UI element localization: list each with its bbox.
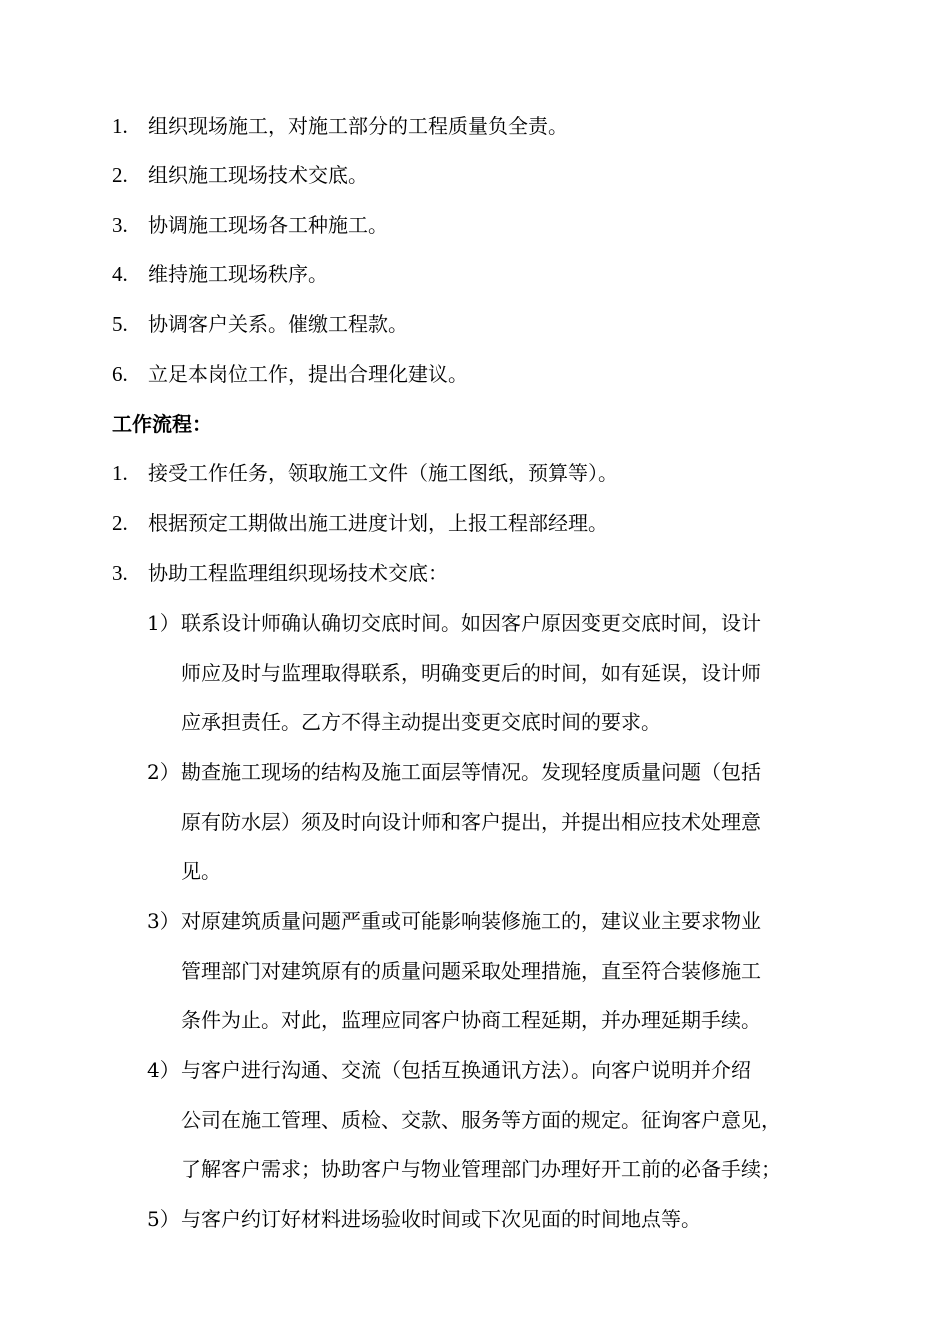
sublist-line: 管理部门对建筑原有的质量问题采取处理措施，直至符合装修施工 [181, 959, 761, 983]
sublist-line: 见。 [181, 859, 221, 883]
sublist-line: 条件为止。对此，监理应同客户协商工程延期，并办理延期手续。 [181, 1008, 761, 1032]
list-number: 3. [112, 561, 128, 585]
list-number: 5. [112, 312, 128, 336]
list-item: 维持施工现场秩序。 [148, 262, 328, 286]
list-number: 1. [112, 114, 128, 138]
list-item: 立足本岗位工作，提出合理化建议。 [148, 362, 468, 386]
list-number: 3. [112, 213, 128, 237]
sublist-number: 1） [147, 611, 180, 635]
sublist-line: 公司在施工管理、质检、交款、服务等方面的规定。征询客户意见， [181, 1108, 781, 1132]
sublist-line: 原有防水层）须及时向设计师和客户提出，并提出相应技术处理意 [181, 810, 761, 834]
sublist-line: 了解客户需求；协助客户与物业管理部门办理好开工前的必备手续； [181, 1157, 781, 1181]
list-number: 2. [112, 511, 128, 535]
list-item: 协调客户关系。催缴工程款。 [148, 312, 408, 336]
sublist-line: 与客户约订好材料进场验收时间或下次见面的时间地点等。 [181, 1207, 701, 1231]
list-item: 组织现场施工，对施工部分的工程质量负全责。 [148, 114, 568, 138]
list-number: 1. [112, 461, 128, 485]
sublist-line: 联系设计师确认确切交底时间。如因客户原因变更交底时间，设计 [181, 611, 761, 635]
list-item: 协调施工现场各工种施工。 [148, 213, 388, 237]
list-item: 协助工程监理组织现场技术交底： [148, 561, 448, 585]
section-heading: 工作流程： [112, 412, 212, 436]
sublist-number: 2） [147, 760, 180, 784]
sublist-line: 与客户进行沟通、交流（包括互换通讯方法）。向客户说明并介绍 [181, 1058, 751, 1082]
list-number: 6. [112, 362, 128, 386]
sublist-number: 3） [147, 909, 180, 933]
list-number: 2. [112, 163, 128, 187]
list-item: 接受工作任务，领取施工文件（施工图纸，预算等）。 [148, 461, 618, 485]
sublist-line: 应承担责任。乙方不得主动提出变更交底时间的要求。 [181, 710, 661, 734]
sublist-number: 4） [147, 1058, 180, 1082]
list-number: 4. [112, 262, 128, 286]
sublist-line: 勘查施工现场的结构及施工面层等情况。发现轻度质量问题（包括 [181, 760, 761, 784]
sublist-number: 5） [147, 1207, 180, 1231]
list-item: 根据预定工期做出施工进度计划，上报工程部经理。 [148, 511, 608, 535]
list-item: 组织施工现场技术交底。 [148, 163, 368, 187]
sublist-line: 对原建筑质量问题严重或可能影响装修施工的，建议业主要求物业 [181, 909, 761, 933]
sublist-line: 师应及时与监理取得联系，明确变更后的时间，如有延误，设计师 [181, 661, 761, 685]
